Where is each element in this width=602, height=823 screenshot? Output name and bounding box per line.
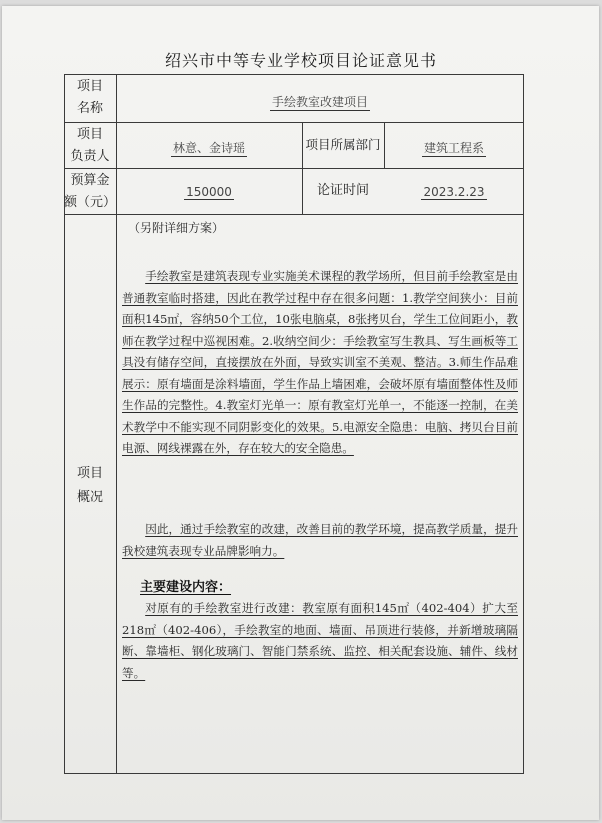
- main-content-heading: 主要建设内容：: [140, 580, 232, 595]
- column-divider: [116, 74, 117, 774]
- project-overview-label: 项目 概况: [76, 466, 103, 505]
- review-time-label: 论证时间: [316, 183, 369, 198]
- review-time-value: 2023.2.23: [423, 185, 485, 199]
- project-leader-label: 项目 负责人: [70, 127, 110, 164]
- budget-label: 预算金 额（元）: [64, 173, 117, 210]
- project-leader-value: 林意、金诗瑶: [172, 141, 245, 155]
- budget-value: 150000: [186, 185, 232, 199]
- overview-paragraph-3: 对原有的手绘教室进行改建：教室原有面积145㎡（402-404）扩大至218㎡（402-406），手绘教室的地面、墙面、吊顶进行装修，并新增玻璃隔断、靠墙柜、钢化玻璃门、智能门禁系统、监控、相关配套设施、辅件、线材等。: [122, 601, 518, 680]
- department-value: 建筑工程系: [423, 141, 484, 155]
- row-divider: [64, 168, 524, 169]
- row-divider: [64, 122, 524, 123]
- overview-paragraph-1: 手绘教室是建筑表现专业实施美术课程的教学场所，但目前手绘教室是由普通教室临时搭建，因此在教学过程中存在很多问题：1.教学空间狭小：目前面积145㎡，容纳50个工位，10张电脑桌，8张拷贝台，学生工位间距小，教师在教学过程中巡视困难。2.收纳空间少：手绘教室写生教具、写生画板等工具没有储存空间，直接摆放在外面，导致实训室不美观、整洁。3.师生作品难展示：原有墙面是涂料墙面，学生作品上墙困难，会破坏原有墙面整体性及师生作品的完整性。4.教室灯光单一：原有教室灯光单一，不能逐一控制，在美术教学中不能实现不同阴影变化的效果。5.电源安全隐患：电脑、拷贝台目前电源、网线裸露在外，存在较大的安全隐患。: [122, 269, 518, 455]
- overview-paragraph-2: 因此，通过手绘教室的改建，改善目前的教学环境，提高教学质量，提升我校建筑表现专业品牌影响力。: [122, 522, 518, 558]
- department-label: 项目所属部门: [305, 137, 381, 152]
- attachment-note: （另附详细方案）: [128, 221, 225, 235]
- document-title: 绍兴市中等专业学校项目论证意见书: [164, 51, 437, 70]
- project-name-label: 项目 名称: [76, 79, 103, 116]
- project-name-value: 手绘教室改建项目: [271, 95, 368, 109]
- row-divider: [64, 214, 524, 215]
